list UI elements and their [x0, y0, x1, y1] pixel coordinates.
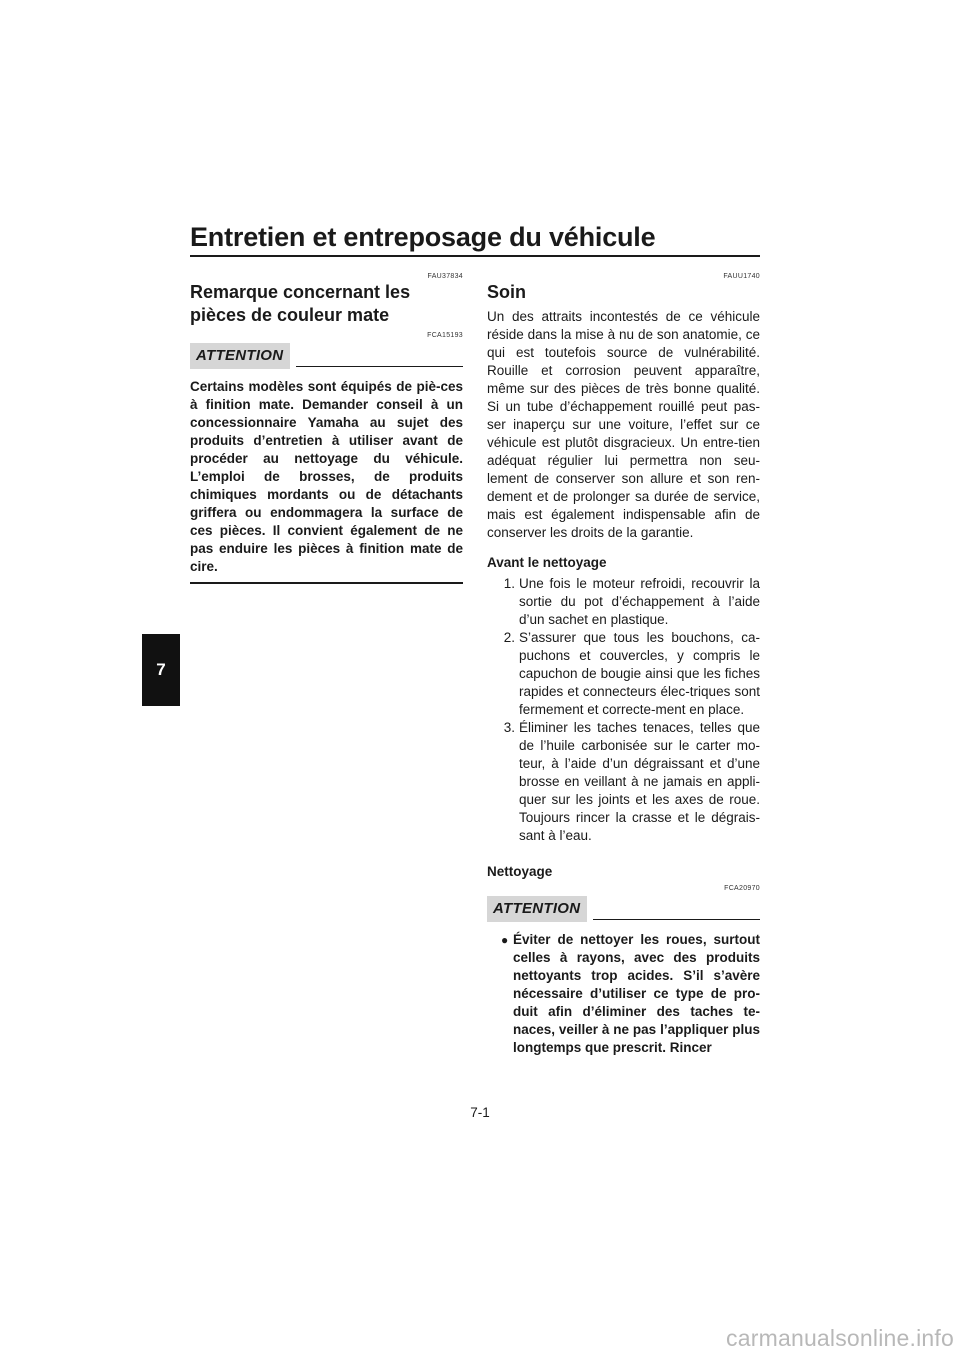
subheading-cleaning: Nettoyage [487, 864, 553, 879]
reference-code: FCA20970 [724, 885, 760, 892]
watermark: carmanualsonline.info [726, 1325, 954, 1351]
attention-end-rule [190, 582, 463, 584]
reference-code: FCA15193 [427, 332, 463, 339]
step-number: 1. [503, 576, 515, 591]
attention-rule [593, 919, 760, 921]
page-number: 7-1 [470, 1105, 490, 1120]
attention-badge: ATTENTION [487, 896, 587, 922]
care-intro-paragraph: Un des attraits incontestés de ce véhicule réside dans la mise à nu de son anatomie, ce qui est toutefois source de vulnérabilité. Rouille et corrosion peuvent apparaître, même sur des pièces de très bonne qualité. Si un tube d’échappement rouillé peut pas-ser inaperçu sur une voiture, l’effet sur ce véhicule est plutôt disgracieux. Un entre-tien adéquat régulier lui permettra non seu-lement de conserver son allure et son ren-dement et de prolonger sa durée de service, mais est également indispensable afin de conserver les droits de la garantie. [487, 309, 760, 540]
right-column [487, 272, 760, 1057]
bullet-icon: ● [501, 933, 509, 947]
step-text: Une fois le moteur refroidi, recouvrir la sortie du pot d’échappement à l’aide d’un sachet en plastique. [519, 576, 760, 627]
list-item [487, 629, 760, 719]
attention-badge: ATTENTION [190, 343, 290, 369]
attention-header [487, 896, 760, 922]
step-text: Éliminer les taches tenaces, telles que de l’huile carbonisée sur le carter mo-teur, à l’aide d’un dégraissant et d’une brosse en veillant à ne jamais en appli-quer sur les joints et les axes de roue. Toujours rincer la crasse et le dégrais-sant à l’eau. [519, 720, 760, 843]
list-item [487, 719, 760, 845]
page-title: Entretien et entreposage du véhicule [190, 222, 656, 252]
title-rule [190, 255, 760, 257]
step-text: S’assurer que tous les bouchons, ca-puchons et couvercles, y compris le capuchon de bougie ainsi que les fiches rapides et connecteurs élec-triques sont fermement et correcte-ment en place. [519, 630, 760, 717]
step-number: 3. [503, 720, 515, 735]
subheading-before-cleaning: Avant le nettoyage [487, 555, 607, 570]
list-item [487, 575, 760, 629]
section-heading-care: Soin [487, 282, 526, 302]
attention-rule [296, 366, 463, 368]
bullet-text: Éviter de nettoyer les roues, surtout celles à rayons, avec des produits nettoyants trop acides. S’il s’avère nécessaire d’utiliser ce type de pro-duit afin d’éliminer des taches te-naces, veiller à ne pas l’appliquer plus longtemps que prescrit. Rincer [513, 932, 760, 1055]
left-column [190, 272, 463, 584]
step-number: 2. [503, 630, 515, 645]
reference-code: FAU37834 [427, 273, 463, 280]
attention-text: Certains modèles sont équipés de piè-ces à finition mate. Demander conseil à un concessionnaire Yamaha au sujet des produits d’entretien à utiliser avant de procéder au nettoyage du véhicule. L’emploi de brosses, de produits chimiques mordants ou de détachants griffera ou endommagera la surface de ces pièces. Il convient également de ne pas enduire les pièces à finition mate de cire. [190, 379, 463, 574]
section-heading-matte-parts: Remarque concernant les pièces de couleur mate [190, 282, 411, 325]
reference-code: FAUU1740 [723, 273, 760, 280]
attention-header [190, 343, 463, 369]
list-item [487, 931, 760, 1057]
chapter-tab: 7 [142, 634, 180, 706]
before-cleaning-steps [487, 575, 760, 845]
